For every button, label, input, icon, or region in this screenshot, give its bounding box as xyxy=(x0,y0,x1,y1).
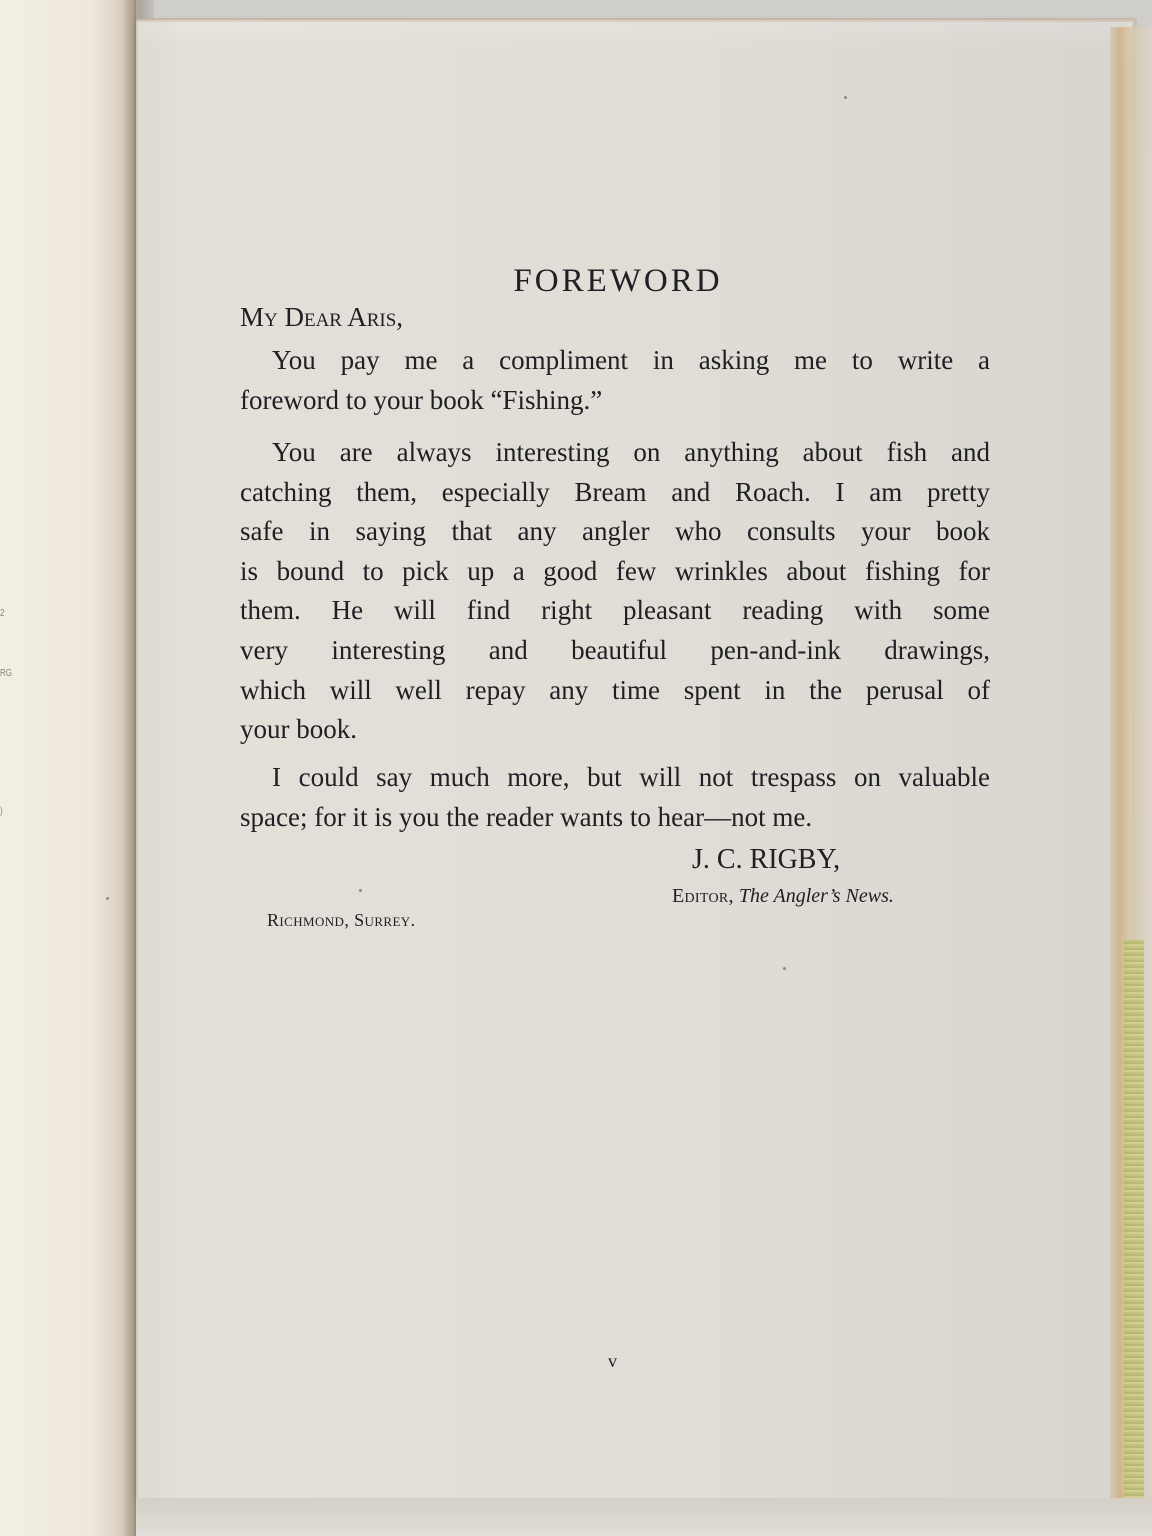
foreword-paragraph xyxy=(240,341,990,420)
foreword-paragraph xyxy=(240,433,990,750)
paragraph-line: catching them, especially Bream and Roach. I am pretty xyxy=(240,476,990,507)
publication-name: The Angler’s News. xyxy=(738,885,894,907)
paragraph-line: You are always interesting on anything about fish and xyxy=(272,437,990,467)
paragraph-line: space; for it is you the reader wants to hear—not me. xyxy=(240,801,813,832)
paragraph-line: them. He will find right pleasant reading with some xyxy=(240,595,990,626)
paragraph-line: which will well repay any time spent in the perusal of xyxy=(240,674,990,705)
paragraph-line: very interesting and beautiful pen-and-ink drawings, xyxy=(240,634,990,665)
location: Richmond, Surrey. xyxy=(267,910,416,930)
paragraph-line: You pay me a compliment in asking me to write a xyxy=(272,345,990,375)
signature-name: J. C. RIGBY, xyxy=(692,844,841,875)
paragraph-line: foreword to your book “Fishing.” xyxy=(240,384,603,415)
signature-title-prefix: Editor, xyxy=(672,885,734,907)
green-book-cover-edge xyxy=(1124,940,1144,1500)
salutation: My Dear Aris, xyxy=(240,302,404,332)
paragraph-line: safe in saying that any angler who consults your book xyxy=(240,516,990,547)
signature-title xyxy=(672,886,894,906)
paragraph-line: is bound to pick up a good few wrinkles about fishing for xyxy=(240,555,990,586)
left-page-mark: 2 xyxy=(0,608,5,619)
left-page-mark: ) xyxy=(0,806,3,817)
page-title: FOREWORD xyxy=(513,263,723,300)
left-page xyxy=(0,0,136,1536)
left-page-mark: RG xyxy=(0,668,12,679)
page-number: v xyxy=(608,1351,617,1371)
foreword-content xyxy=(236,0,1006,1536)
paragraph-line: your book. xyxy=(240,714,357,745)
foreword-paragraph xyxy=(240,758,990,837)
paragraph-line: I could say much more, but will not trespass on valuable xyxy=(272,762,990,792)
paper-speck xyxy=(106,897,109,900)
